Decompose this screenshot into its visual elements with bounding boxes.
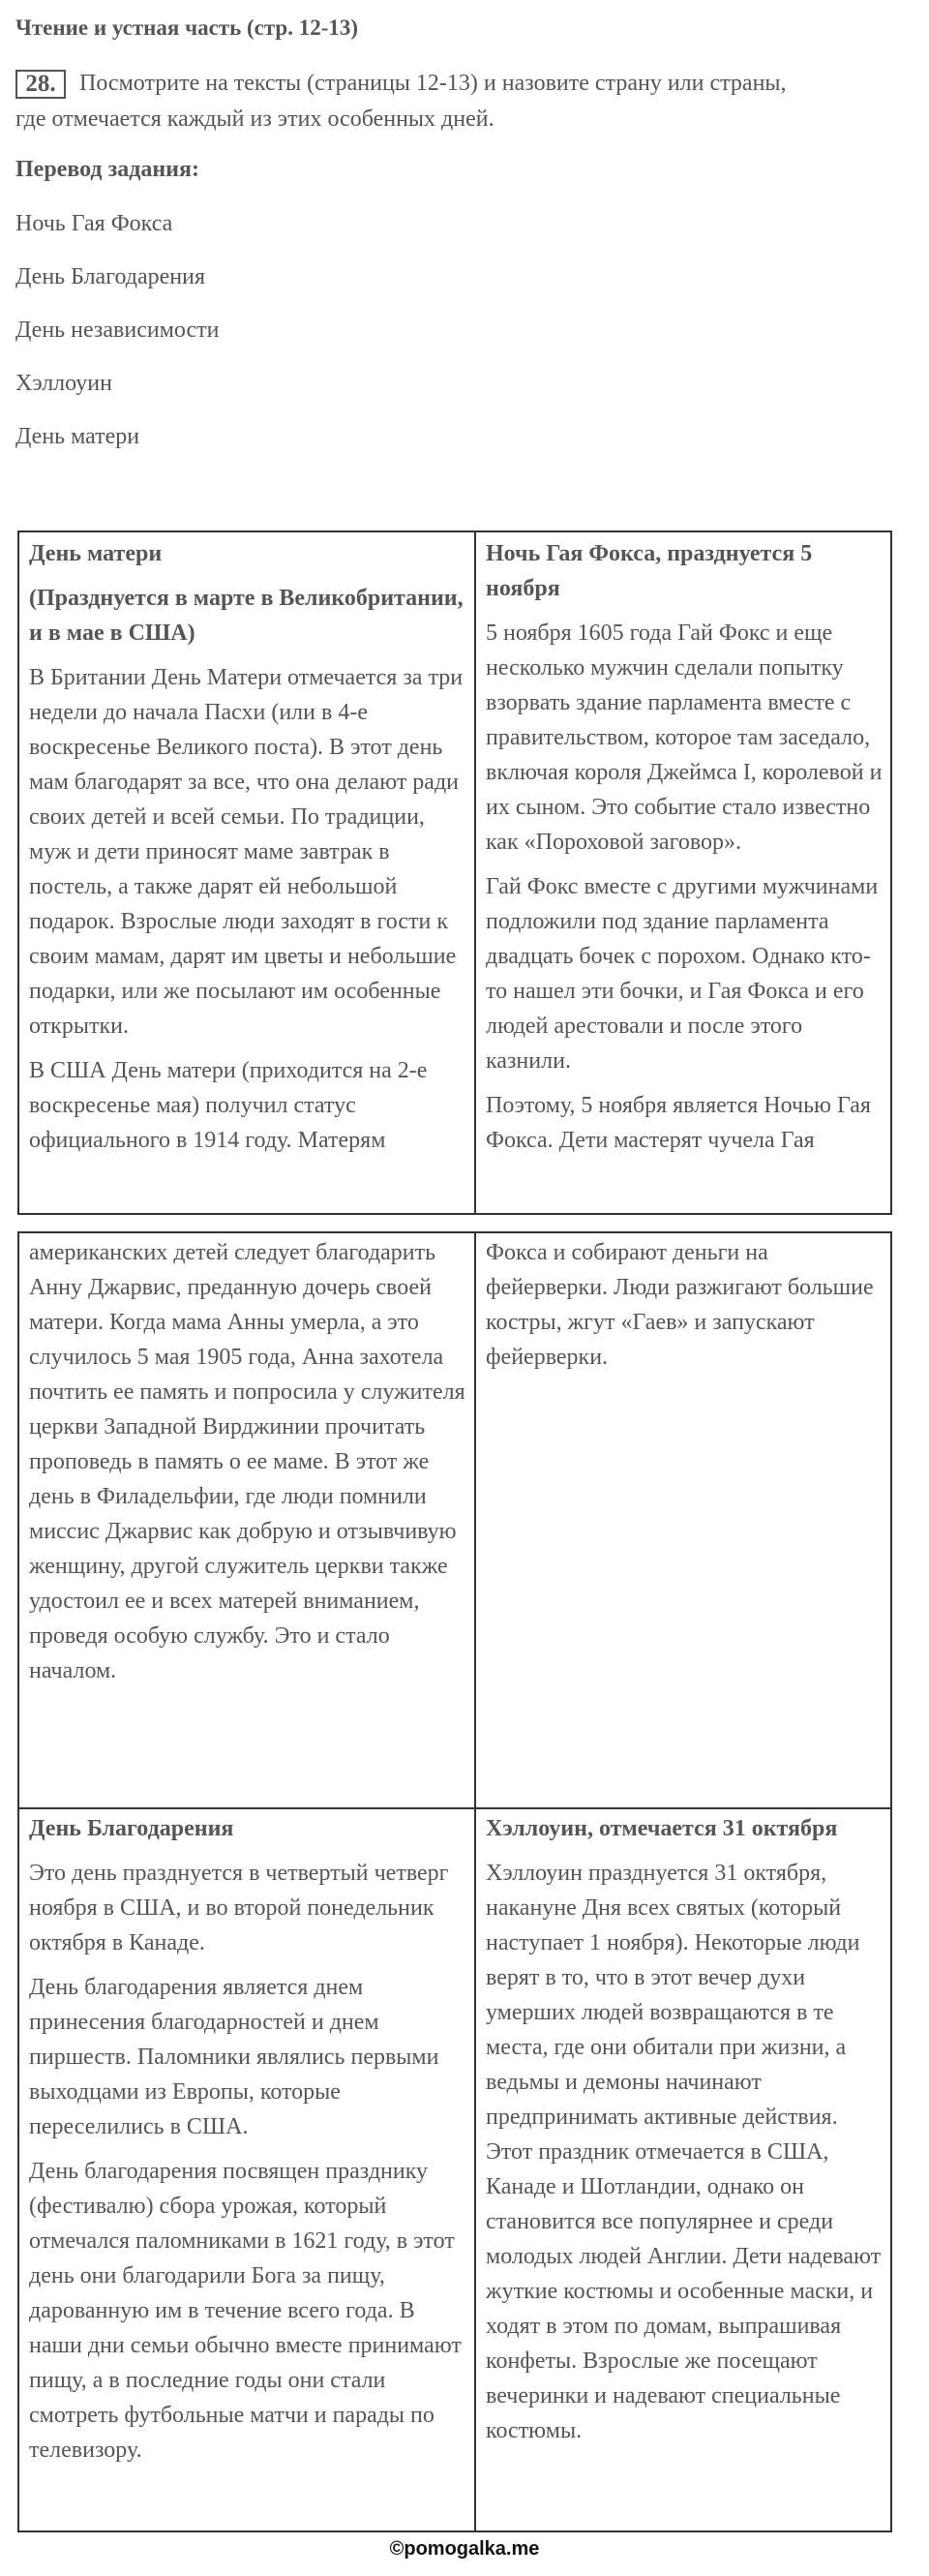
- guy-fawkes-continued-cell: [486, 1235, 883, 1384]
- mothers-day-continued: американских детей следует благодарить Анну Джарвис, преданную дочерь своей матери. Когда мама Анны умерла, а это случилось 5 мая 1905 года, Анна захотела почтить ее память и попросила у служителя церкви Западной Вирджинии прочитать проповедь в память о ее маме. В этот же день в Филадельфии, где люди помнили миссис Джарвис как добрую и отзывчивую женщину, другой служитель церкви также удостоил ее и всех матерей вниманием, проведя особую службу. Это и стало началом.: [29, 1240, 465, 1683]
- guy-fawkes-para3: Поэтому, 5 ноября является Ночью Гая Фокса. Дети мастерят чучела Гая: [486, 1093, 871, 1153]
- translation-title: Перевод задания:: [15, 157, 199, 182]
- guy-fawkes-cell: [486, 536, 883, 1167]
- halloween-cell: [486, 1811, 883, 2458]
- thanksgiving-heading: День Благодарения: [29, 1816, 234, 1841]
- mothers-day-para1: В Британии День Матери отмечается за три недели до начала Пасхи (или в 4-е воскресенье Великого поста). В этот день мам благодарят за все, что она делают ради своих детей и всей семьи. По традиции, муж и дети приносят маме завтрак в постель, а также дарят ей небольшой подарок. Взрослые люди заходят в гости к своим мамам, дарят им цветы и небольшие подарки, или же посылают им особенные открытки.: [29, 665, 464, 1039]
- translation-item: День независимости: [15, 318, 220, 343]
- translation-item: Ночь Гая Фокса: [15, 211, 173, 236]
- task-number: 28.: [15, 70, 66, 99]
- thanksgiving-para1: Это день празднуется в четвертый четверг ноября в США, и во второй понедельник октября в Канаде.: [29, 1861, 449, 1955]
- translation-item: День матери: [15, 424, 140, 449]
- mothers-day-continued-cell: [29, 1235, 466, 1698]
- mothers-day-cell: [29, 536, 466, 1167]
- guy-fawkes-para1: 5 ноября 1605 года Гай Фокс и еще несколько мужчин сделали попытку взорвать здание парламента вместе с правительством, которое там заседало, включая короля Джеймса I, королевой и их сыном. Это событие стало известно как «Пороховой заговор».: [486, 621, 883, 855]
- guy-fawkes-para2: Гай Фокс вместе с другими мужчинами подложили под здание парламента двадцать бочек с порохом. Однако кто-то нашел эти бочки, и Гая Фокса и его людей арестовали и после этого казнили.: [486, 874, 879, 1074]
- translation-item: День Благодарения: [15, 264, 205, 289]
- mothers-day-heading: День матери: [29, 541, 163, 566]
- watermark: ©pomogalka.me: [389, 2538, 540, 2560]
- thanksgiving-para3: День благодарения посвящен празднику (фестивалю) сбора урожая, который отмечался паломниками в 1621 году, в этот день они благодарили Бога за пищу, дарованную им в течение всего года. В наши дни семьи обычно вместе принимают пищу, а в последние годы они стали смотреть футбольные матчи и парады по телевизору.: [29, 2159, 462, 2463]
- column-divider: [474, 532, 476, 1213]
- guy-fawkes-heading: Ночь Гая Фокса, празднуется 5 ноября: [486, 541, 813, 601]
- mothers-day-para2: В США День матери (приходится на 2-е воскресенье мая) получил статус официального в 1914 году. Матерям: [29, 1058, 428, 1153]
- thanksgiving-cell: [29, 1811, 466, 2477]
- holidays-table-part1: [17, 530, 892, 1215]
- task-text-line2: где отмечается каждый из этих особенных дней.: [15, 106, 494, 132]
- task-text-line1: Посмотрите на тексты (страницы 12-13) и назовите страну или страны,: [79, 71, 787, 96]
- column-divider: [474, 1233, 476, 2531]
- halloween-heading: Хэллоуин, отмечается 31 октября: [486, 1816, 838, 1841]
- halloween-para1: Хэллоуин празднуется 31 октября, накануне Дня всех святых (который наступает 1 ноября). Некоторые люди верят в то, что в этот вечер духи умерших людей возвращаются в те места, где они обитали при жизни, а ведьмы и демоны начинают предпринимать активные действия. Этот праздник отмечается в США, Канаде и Шотландии, однако он становится все популярнее и среди молодых людей Англии. Дети надевают жуткие костюмы и особенные маски, и ходят в этом по домам, выпрашивая конфеты. Взрослые же посещают вечеринки и надевают специальные костюмы.: [486, 1861, 882, 2443]
- holidays-table-part2: [17, 1231, 892, 2532]
- guy-fawkes-continued: Фокса и собирают деньги на фейерверки. Люди разжигают большие костры, жгут «Гаев» и запускают фейерверки.: [486, 1240, 874, 1370]
- thanksgiving-para2: День благодарения является днем принесения благодарностей и днем пиршеств. Паломники являлись первыми выходцами из Европы, которые переселились в США.: [29, 1975, 439, 2139]
- mothers-day-subheading: (Празднуется в марте в Великобритании, и в мае в США): [29, 586, 464, 646]
- translation-item: Хэллоуин: [15, 371, 112, 396]
- row-divider: [19, 1807, 890, 1809]
- section-title: Чтение и устная часть (стр. 12-13): [15, 15, 359, 40]
